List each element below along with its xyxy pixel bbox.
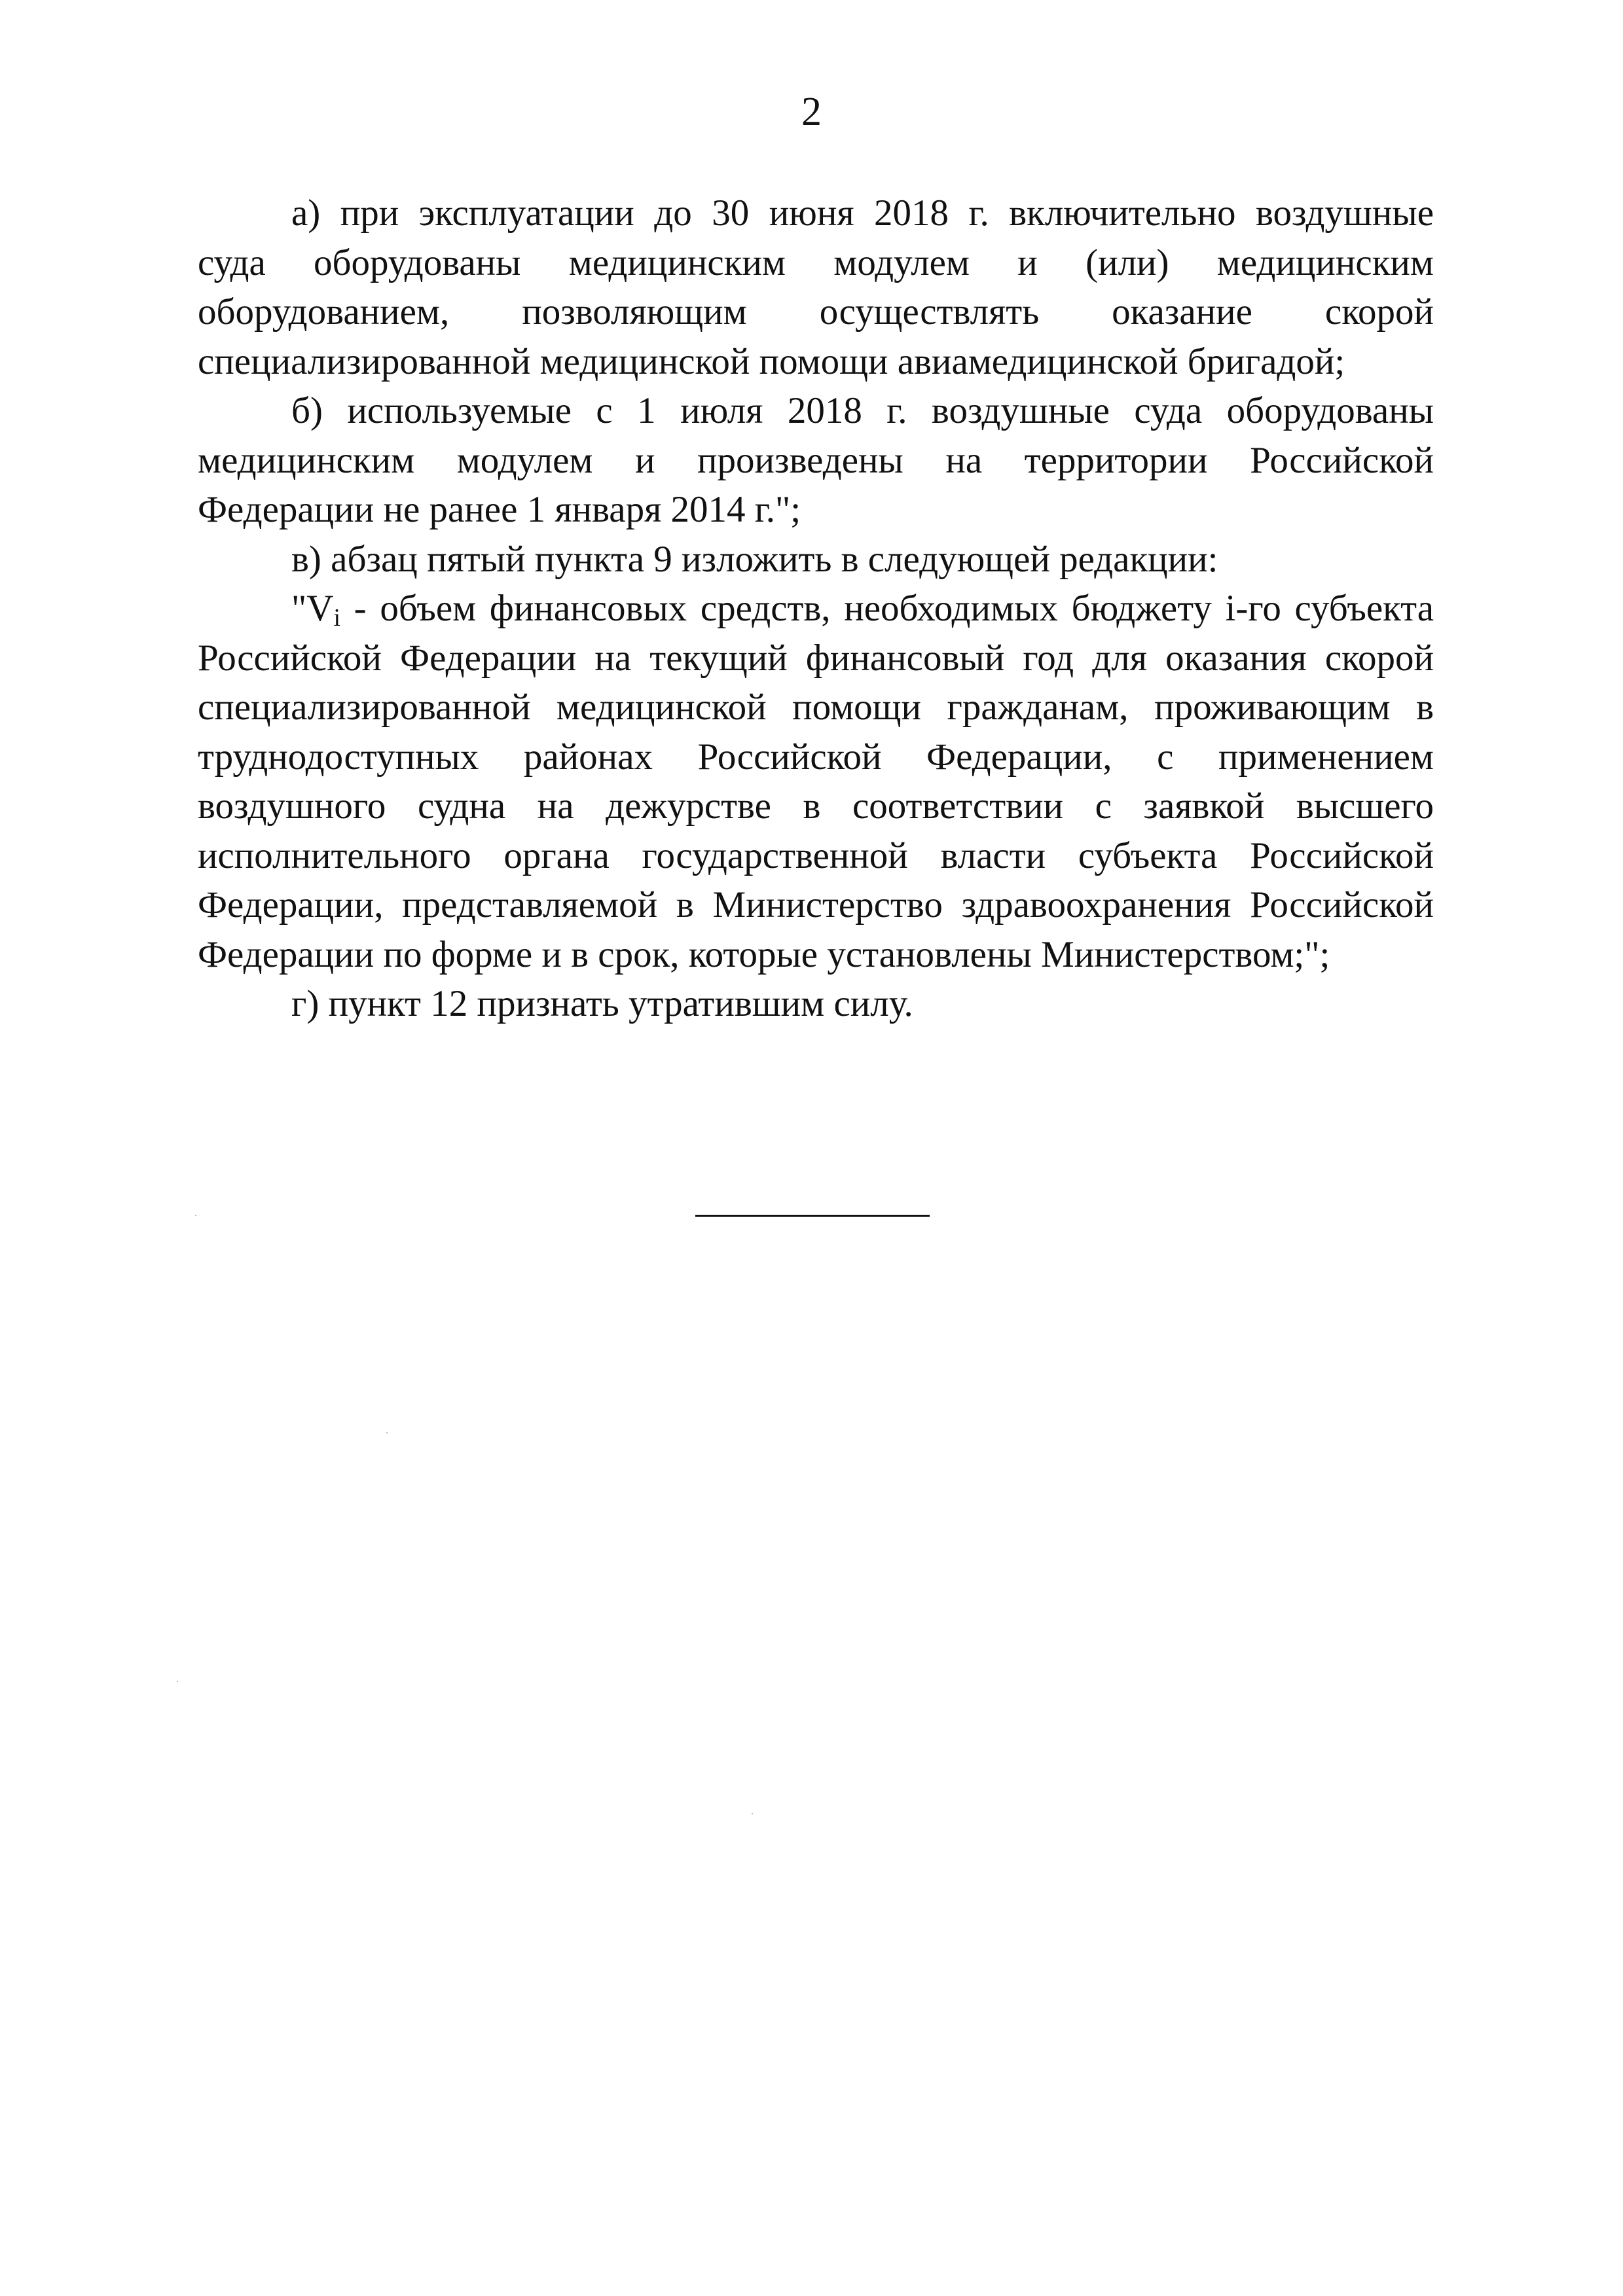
paragraph-v: в) абзац пятый пункта 9 изложить в следующей редакции: <box>291 538 1218 580</box>
paragraph-a-line-3: оборудованием, позволяющим осуществлять оказание скорой <box>198 291 1434 332</box>
vi-subscript: i <box>333 604 340 632</box>
vi-text: - объем финансовых средств, необходимых бюджету i-го субъекта Российской Федерации на текущий финансовый год для оказания скорой специализированной медицинской помощи гражданам, проживающим в труднодоступных районах Российской Федерации, с применением воздушного судна на дежурстве в соответствии с заявкой высшего исполнительного органа государственной власти субъекта Российской Федерации, представляемой в Министерство здравоохранения Российской Федерации по форме и в срок, которые установлены Министерством;"; <box>198 588 1434 975</box>
scan-speck <box>752 1813 753 1814</box>
scan-speck <box>386 1432 388 1433</box>
paragraph-vi-definition <box>198 584 1434 979</box>
paragraph-b-line-2: медицинским модулем и произведены на территории Российской <box>198 439 1434 481</box>
paragraph-a-line-1: а) при эксплуатации до 30 июня 2018 г. включительно воздушные <box>291 192 1434 234</box>
paragraph-b <box>198 386 1434 535</box>
paragraph-b-line-3: Федерации не ранее 1 января 2014 г."; <box>198 489 801 530</box>
page-number: 2 <box>801 90 822 134</box>
paragraph-a-line-4: специализированной медицинской помощи авиамедицинской бригадой; <box>198 340 1345 382</box>
paragraph-a-line-2: суда оборудованы медицинским модулем и (или) медицинским <box>198 242 1434 283</box>
paragraph-g: г) пункт 12 признать утратившим силу. <box>291 983 913 1024</box>
scan-speck <box>195 1215 196 1216</box>
vi-prefix: "V <box>291 588 334 629</box>
end-divider-line <box>695 1215 930 1217</box>
scan-speck <box>177 1681 178 1682</box>
paragraph-a <box>198 188 1434 386</box>
document-body <box>198 188 1434 1029</box>
paragraph-b-line-1: б) используемые с 1 июля 2018 г. воздушные суда оборудованы <box>291 390 1434 431</box>
